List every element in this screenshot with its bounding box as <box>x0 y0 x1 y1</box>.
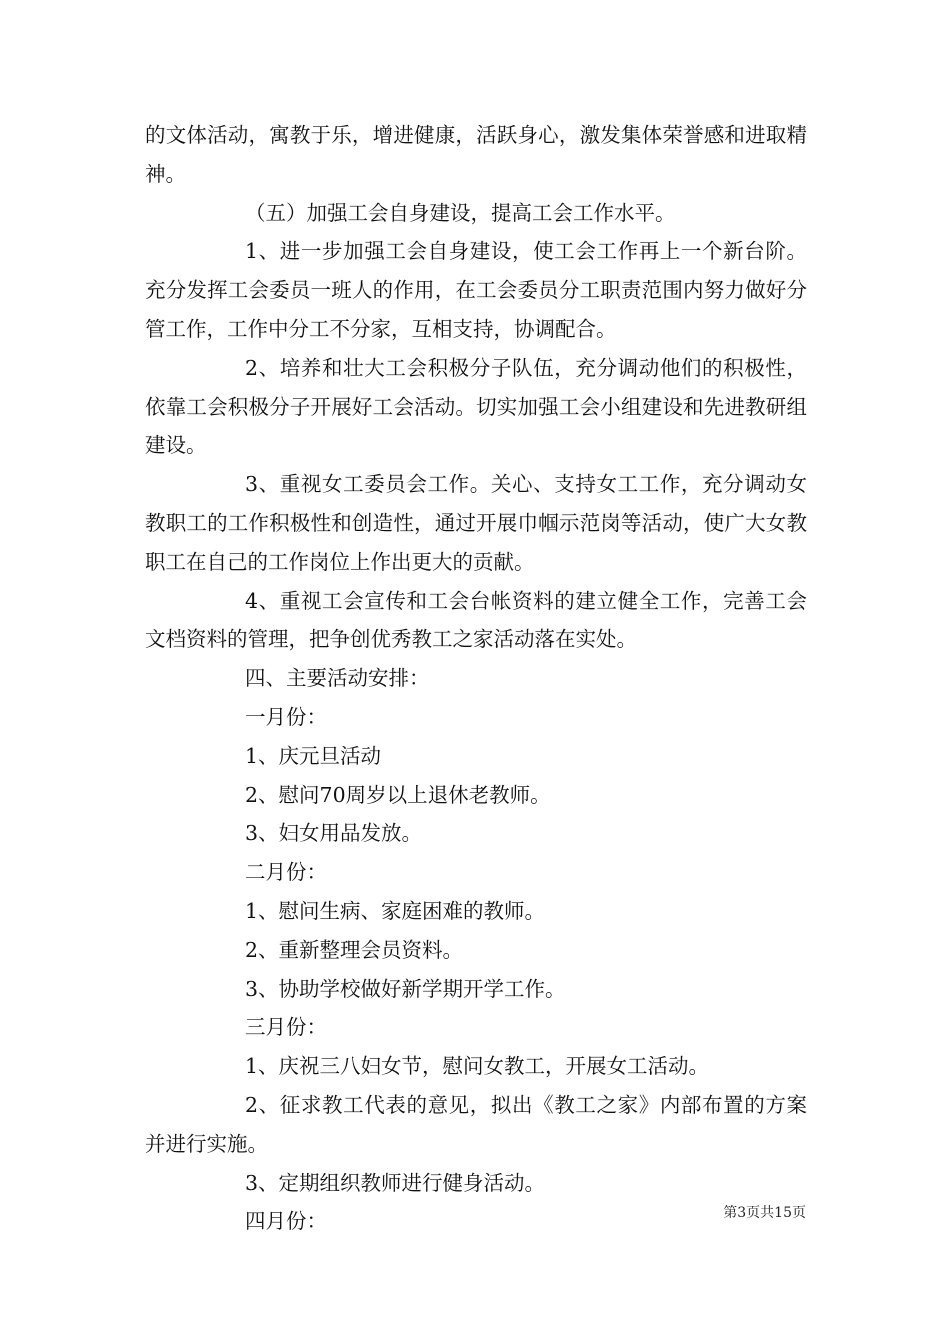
month-heading-march: 三月份： <box>245 1015 327 1040</box>
list-item: 2、征求教工代表的意见，拟出《教工之家》内部布置的方案并进行实施。 <box>145 1092 807 1156</box>
list-item: 3、定期组织教师进行健身活动。 <box>245 1170 546 1195</box>
paragraph-item-1: 1、进一步加强工会自身建设，使工会工作再上一个新台阶。充分发挥工会委员一班人的作用，在工会委员分工职责范围内努力做好分管工作，工作中分工不分家，互相支持，协调配合。 <box>145 239 807 341</box>
month-heading-april: 四月份： <box>245 1209 327 1234</box>
paragraph-continued: 的文体活动，寓教于乐，增进健康，活跃身心，激发集体荣誉感和进取精神。 <box>145 123 807 186</box>
list-item: 3、妇女用品发放。 <box>245 821 423 846</box>
list-item: 1、庆元旦活动 <box>245 743 382 768</box>
paragraph-item-3: 3、重视女工委员会工作。关心、支持女工工作，充分调动女教职工的工作积极性和创造性，通过开展巾帼示范岗等活动，使广大女教职工在自己的工作岗位上作出更大的贡献。 <box>145 472 807 574</box>
paragraph-item-2: 2、培养和壮大工会积极分子队伍，充分调动他们的积极性，依靠工会积极分子开展好工会活动。切实加强工会小组建设和先进教研组建设。 <box>145 355 807 458</box>
section-heading-four: 四、主要活动安排： <box>245 666 430 691</box>
month-heading-february: 二月份： <box>245 860 327 885</box>
month-heading-january: 一月份： <box>245 704 327 729</box>
list-item: 3、协助学校做好新学期开学工作。 <box>245 976 566 1001</box>
list-item: 1、庆祝三八妇女节，慰问女教工，开展女工活动。 <box>245 1054 710 1079</box>
list-item: 2、慰问70周岁以上退休老教师。 <box>245 782 551 807</box>
list-item: 2、重新整理会员资料。 <box>245 937 464 962</box>
section-heading-five: （五）加强工会自身建设，提高工会工作水平。 <box>245 200 676 225</box>
page-number-footer: 第3页共15页 <box>723 1205 806 1221</box>
document-body <box>145 116 807 1241</box>
list-item: 1、慰问生病、家庭困难的教师。 <box>245 898 546 923</box>
paragraph-item-4: 4、重视工会宣传和工会台帐资料的建立健全工作，完善工会文档资料的管理，把争创优秀教工之家活动落在实处。 <box>145 588 807 652</box>
